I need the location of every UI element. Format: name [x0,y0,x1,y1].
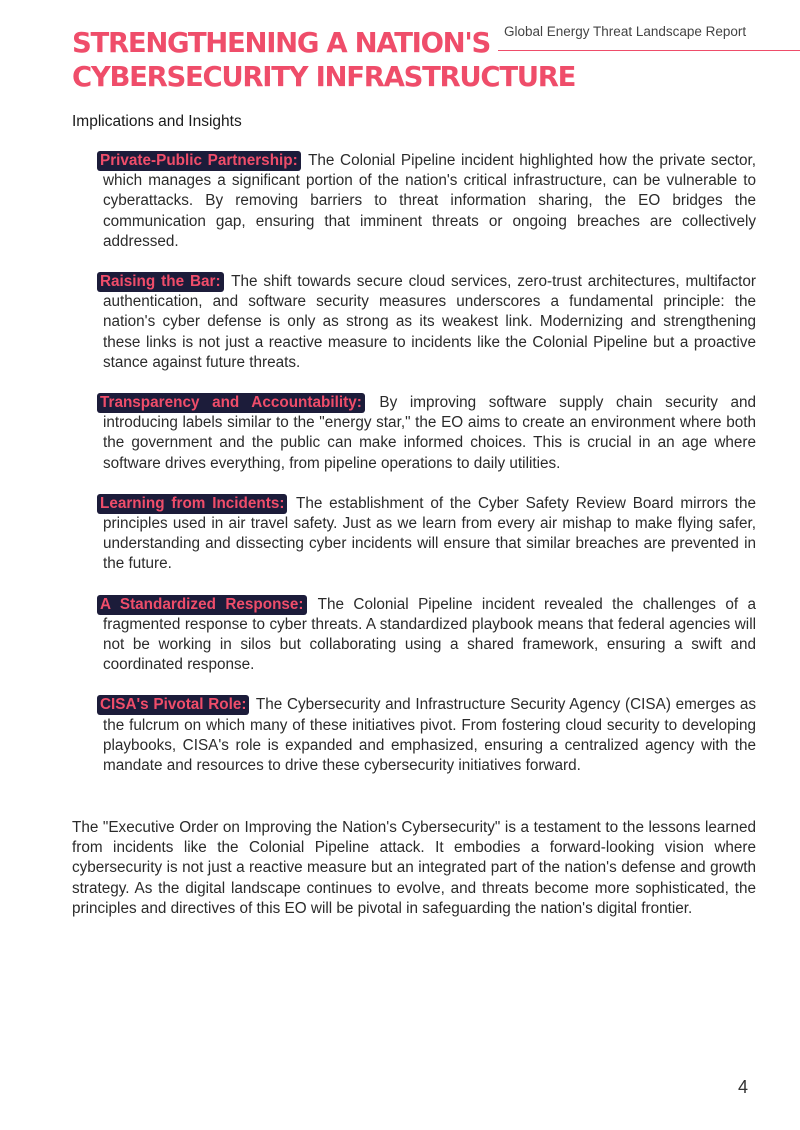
title-line-2: CYBERSECURITY INFRASTRUCTURE [72,61,576,93]
insight-label: CISA's Pivotal Role: [97,695,249,715]
insight-label: A Standardized Response: [97,595,307,615]
report-name: Global Energy Threat Landscape Report [504,24,747,39]
insight-text: The Colonial Pipeline incident revealed the challenges of a fragmented response to cyber threats. A standardized playbook means that federal agencies will not be working in silos but collaborating using a shared framework, ensuring a swift and coordinated response. [103,595,756,674]
title-line-1: STRENGTHENING A NATION'S [72,27,491,59]
insight-label: Transparency and Accountability: [97,393,365,413]
insights-list [100,151,756,796]
insight-transparency-accountability [100,393,756,474]
insight-text: By improving software supply chain security and introducing labels similar to the "energy star," the EO aims to create an environment where both the government and the public can make informed choices. This is crucial in an age where software drives everything, from pipeline operations to daily utilities. [103,394,756,472]
insight-learning-from-incidents [100,494,756,575]
conclusion-paragraph: The "Executive Order on Improving the Nation's Cybersecurity" is a testament to the lessons learned from incidents like the Colonial Pipeline attack. It embodies a forward-looking vision where cybersecurity is not just a reactive measure but an integrated part of the nation's defense and growth strategy. As the digital landscape continues to evolve, and threats become more sophisticated, the principles and directives of this EO will be pivotal in safeguarding the nation's digital frontier. [72,819,756,917]
insight-label: Learning from Incidents: [97,494,287,514]
insight-text: The shift towards secure cloud services, zero-trust architectures, multifactor authentication, and software security measures underscores a fundamental principle: the nation's cyber defense is only as strong as its weakest link. Modernizing and strengthening these links is not just a reactive measure to incidents like the Colonial Pipeline but a proactive stance against future threats. [103,273,756,371]
section-heading: Implications and Insights [72,113,242,130]
insight-text: The establishment of the Cyber Safety Review Board mirrors the principles used in air travel safety. Just as we learn from every air mishap to make flying safer, understanding and dissecting cyber incidents will ensure that similar breaches are prevented in the future. [103,494,756,573]
insight-standardized-response [100,595,756,676]
insight-text: The Colonial Pipeline incident highlighted how the private sector, which manages a significant portion of the nation's critical infrastructure, can be vulnerable to cyberattacks. By removing barriers to threat information sharing, the EO bridges the communication gap, ensuring that imminent threats or ongoing breaches are collectively addressed. [103,152,756,250]
insight-private-public-partnership [100,151,756,252]
insight-cisa-pivotal-role [100,695,756,776]
insight-raising-the-bar [100,272,756,373]
page-title [72,26,575,94]
insight-label: Private-Public Partnership: [97,151,301,171]
insight-label: Raising the Bar: [97,272,224,292]
page-number: 4 [738,1077,749,1097]
insight-text: The Cybersecurity and Infrastructure Security Agency (CISA) emerges as the fulcrum on which many of these initiatives pivot. From fostering cloud security to developing playbooks, CISA's role is expanded and emphasized, ensuring a centralized agency with the mandate and resources to drive these cybersecurity initiatives forward. [103,696,756,775]
